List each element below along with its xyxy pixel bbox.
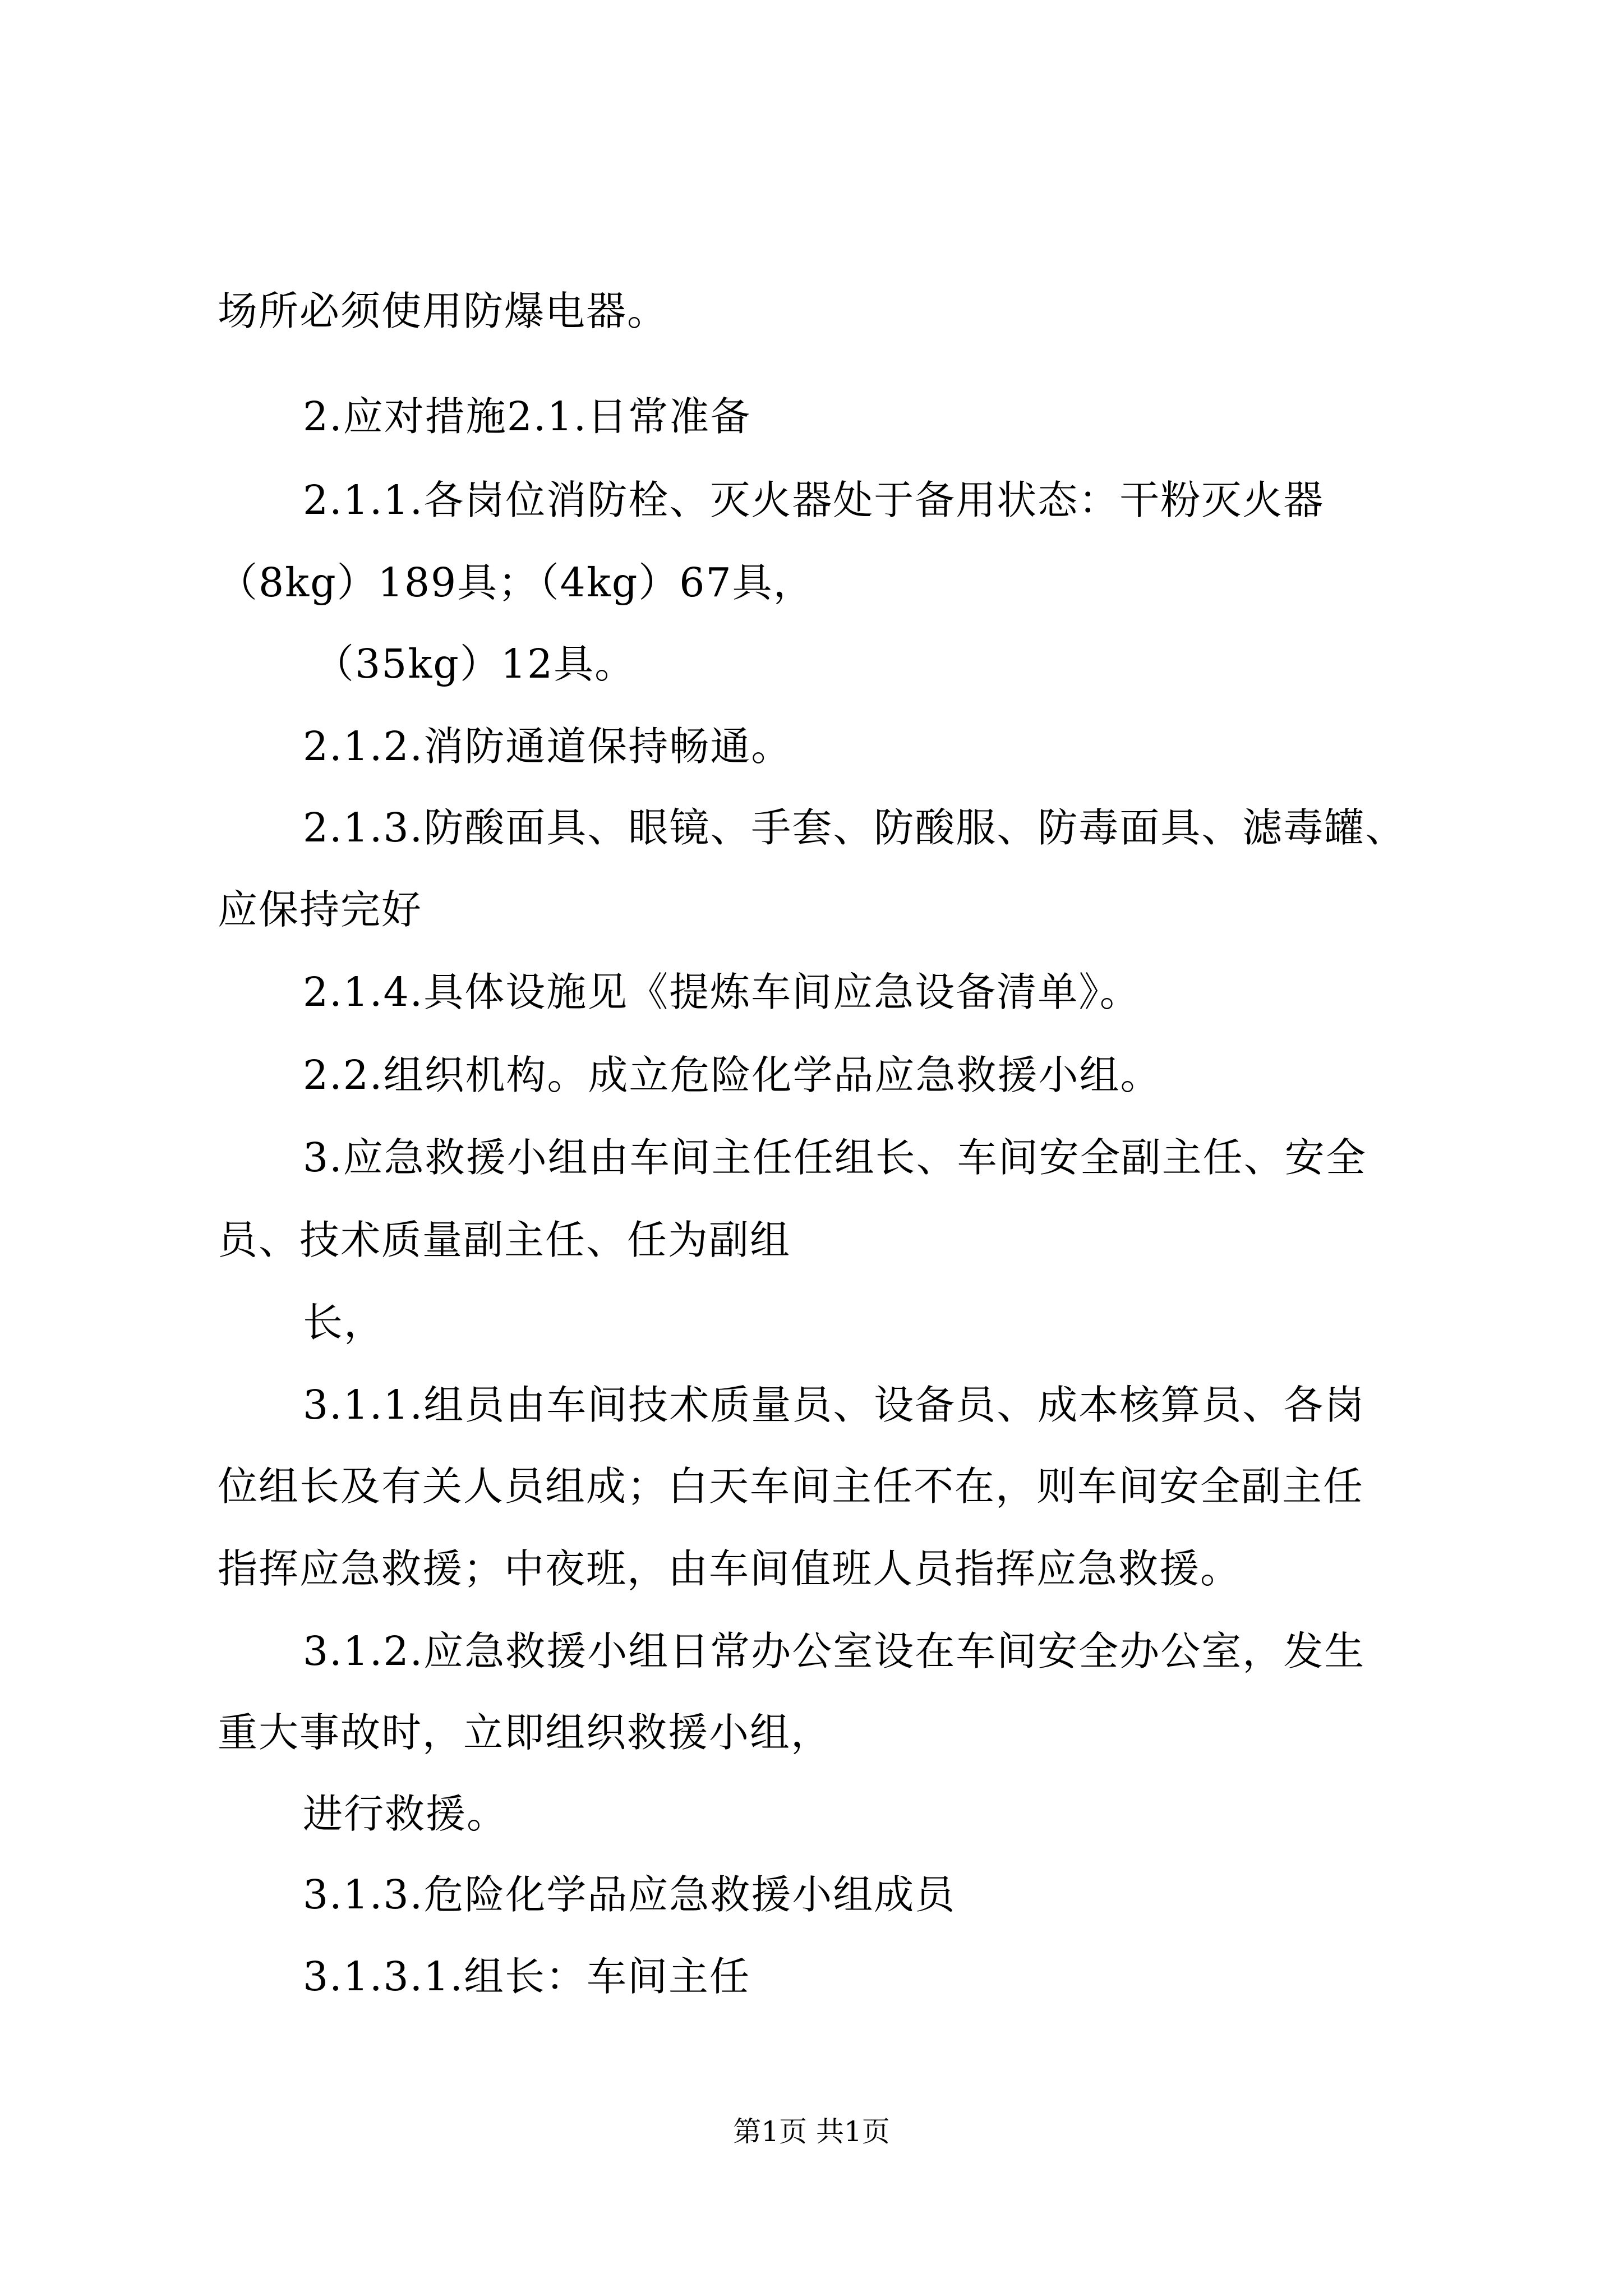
text-line-21: 3.1.3.1.组长：车间主任 [303, 1953, 750, 2000]
text-line-9: 2.1.4.具体设施见《提炼车间应急设备清单》。 [303, 969, 1141, 1015]
text-line-6: 2.1.2.消防通道保持畅通。 [303, 723, 792, 770]
page-footer: 第1页 共1页 [733, 2115, 890, 2148]
text-line-7: 2.1.3.防酸面具、眼镜、手套、防酸服、防毒面具、滤毒罐、 [303, 804, 1407, 851]
text-line-13: 长， [303, 1299, 385, 1346]
text-line-10: 2.2.组织机构。成立危险化学品应急救援小组。 [303, 1052, 1161, 1098]
text-line-19: 进行救援。 [303, 1791, 508, 1837]
text-line-1: 场所必须使用防爆电器。 [218, 288, 668, 334]
text-line-4: （8kg）189具；（4kg）67具， [218, 559, 814, 606]
text-line-18: 重大事故时，立即组织救援小组， [218, 1709, 832, 1756]
text-line-12: 员、技术质量副主任、任为副组 [218, 1217, 791, 1263]
text-line-3: 2.1.1.各岗位消防栓、灭火器处于备用状态：干粉灭火器 [303, 477, 1325, 523]
text-line-8: 应保持完好 [218, 886, 423, 933]
text-line-20: 3.1.3.危险化学品应急救援小组成员 [303, 1871, 956, 1918]
text-line-14: 3.1.1.组员由车间技术质量员、设备员、成本核算员、各岗 [303, 1382, 1366, 1428]
text-line-5: （35kg）12具。 [314, 641, 636, 687]
text-line-17: 3.1.2.应急救援小组日常办公室设在车间安全办公室，发生 [303, 1628, 1366, 1674]
text-line-2: 2.应对措施2.1.日常准备 [303, 393, 751, 440]
text-line-11: 3.应急救援小组由车间主任任组长、车间安全副主任、安全 [303, 1134, 1367, 1181]
text-line-15: 位组长及有关人员组成；白天车间主任不在，则车间安全副主任 [218, 1463, 1364, 1510]
text-line-16: 指挥应急救援；中夜班，由车间值班人员指挥应急救援。 [218, 1545, 1242, 1592]
